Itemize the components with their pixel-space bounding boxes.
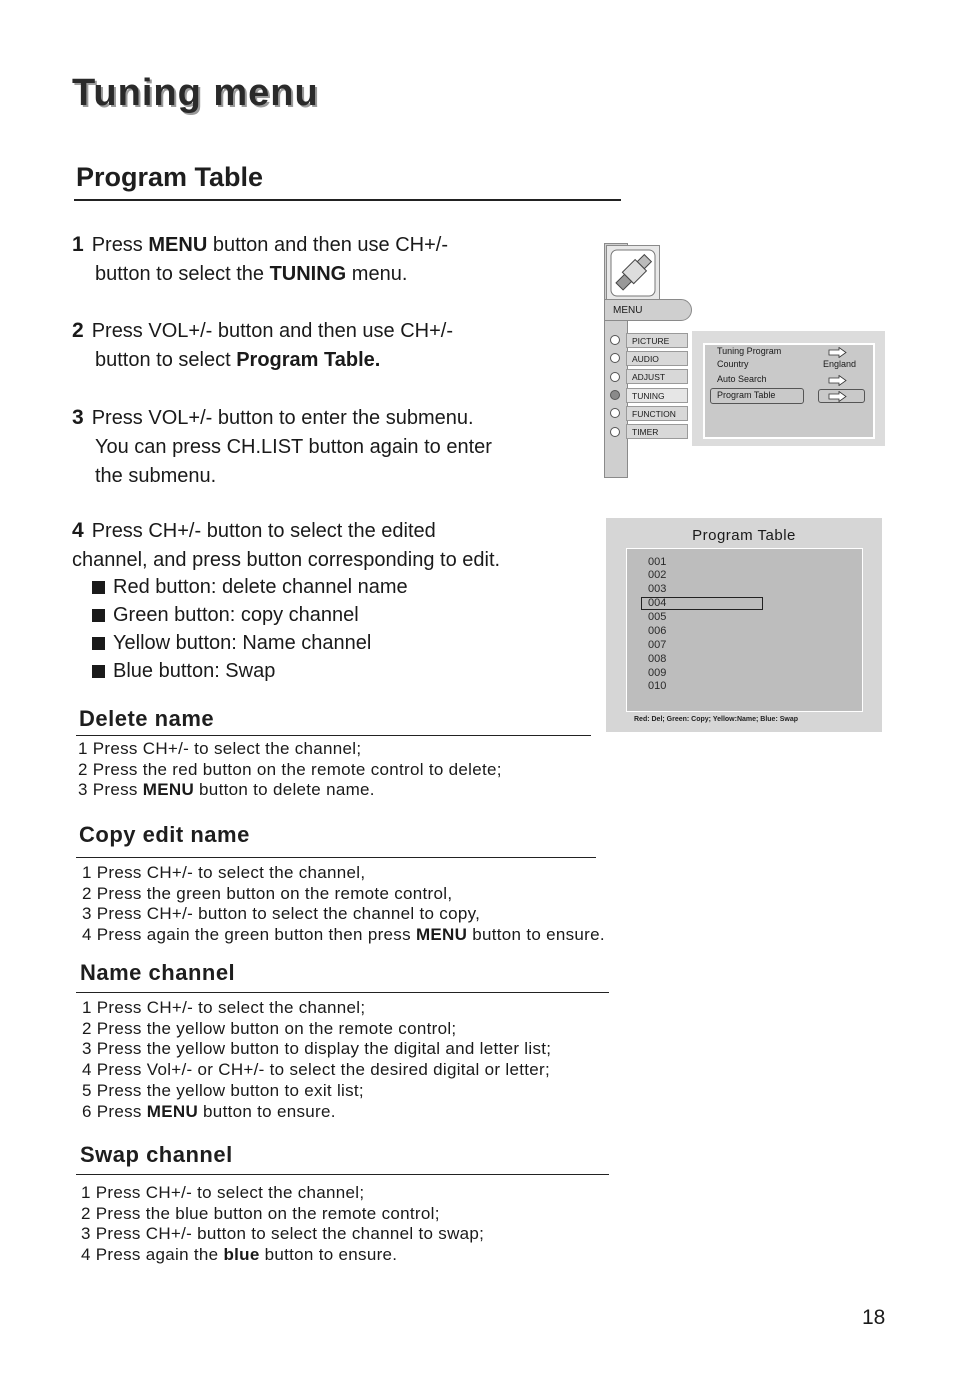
submenu-country-value: England	[823, 359, 857, 369]
name-channel-steps: 1 Press CH+/- to select the channel; 2 Press the yellow button on the remote control; 3 Press the yellow button to display the digital and letter list; 4 Press Vol+/- or CH+/- to select the desired digital or letter; 5 Press the yellow button to exit list; 6 Press MENU button to ensure.	[82, 998, 552, 1121]
submenu-auto-search: Auto Search	[717, 374, 767, 384]
submenu-tuning-program: Tuning Program	[717, 346, 782, 356]
radio-icon	[610, 372, 620, 382]
step-number: 1	[72, 233, 84, 256]
osd-item-adjust: ADJUST	[626, 369, 688, 384]
radio-icon	[610, 427, 620, 437]
table-row: 008	[648, 653, 667, 665]
square-bullet-icon	[92, 609, 105, 622]
osd-item-audio: AUDIO	[626, 351, 688, 366]
table-row: 007	[648, 639, 667, 651]
swap-channel-title: Swap channel	[80, 1142, 233, 1167]
delete-name-title: Delete name	[79, 706, 215, 731]
osd-icon-box	[606, 245, 660, 301]
submenu-country: Country	[717, 359, 749, 369]
osd-item-tuning: TUNING	[626, 388, 688, 403]
program-table-title: Program Table	[692, 527, 796, 544]
square-bullet-icon	[92, 665, 105, 678]
table-row: 002	[648, 569, 667, 581]
table-row: 010	[648, 680, 667, 692]
copy-edit-steps: 1 Press CH+/- to select the channel, 2 Press the green button on the remote control, 3 Press CH+/- button to select the channel to copy, 4 Press again the green button then press MENU button to ensure.	[82, 863, 605, 945]
submenu-program-table: Program Table	[717, 390, 776, 400]
section-divider	[74, 199, 621, 201]
name-channel-title: Name channel	[80, 960, 236, 985]
square-bullet-icon	[92, 581, 105, 594]
delete-name-divider	[76, 735, 591, 736]
copy-edit-divider	[76, 857, 596, 858]
arrow-right-icon	[828, 375, 848, 386]
name-channel-divider	[76, 992, 609, 993]
arrow-right-icon	[828, 391, 848, 402]
copy-edit-title: Copy edit name	[79, 822, 250, 847]
page-number: 18	[862, 1306, 886, 1329]
program-table-footer: Red: Del; Green: Copy; Yellow:Name; Blue: Swap	[634, 716, 799, 723]
table-row: 005	[648, 611, 667, 623]
arrow-right-icon	[828, 347, 848, 358]
list-item: Blue button: Swap	[72, 657, 408, 685]
table-row: 004	[648, 597, 667, 609]
table-row: 009	[648, 667, 667, 679]
swap-channel-divider	[76, 1174, 609, 1175]
step-3: 3 Press VOL+/- button to enter the submenu. You can press CH.LIST button again to enter the submenu.	[72, 406, 492, 487]
list-item: Red button: delete channel name	[72, 573, 408, 601]
step-number: 4	[72, 519, 84, 542]
osd-item-picture: PICTURE	[626, 333, 688, 348]
list-item: Green button: copy channel	[72, 601, 408, 629]
table-row: 003	[648, 583, 667, 595]
square-bullet-icon	[92, 637, 105, 650]
button-legend	[72, 573, 408, 685]
radio-selected-icon	[610, 390, 620, 400]
step-number: 2	[72, 319, 84, 342]
step-4: 4 Press CH+/- button to select the edited channel, and press button corresponding to edit.	[72, 519, 501, 571]
list-item: Yellow button: Name channel	[72, 629, 408, 657]
step-1: 1 Press MENU button and then use CH+/- button to select the TUNING menu.	[72, 233, 448, 285]
table-row: 006	[648, 625, 667, 637]
section-title: Program Table	[76, 162, 264, 192]
table-row: 001	[648, 556, 667, 568]
osd-menu-tab: MENU	[604, 299, 692, 321]
osd-item-timer: TIMER	[626, 424, 688, 439]
step-2: 2 Press VOL+/- button and then use CH+/- button to select Program Table.	[72, 319, 453, 371]
radio-icon	[610, 335, 620, 345]
tuning-plug-icon	[607, 246, 659, 300]
page-title: Tuning menu	[72, 72, 319, 114]
step-number: 3	[72, 406, 84, 429]
delete-name-steps: 1 Press CH+/- to select the channel; 2 Press the red button on the remote control to delete; 3 Press MENU button to delete name.	[78, 739, 502, 800]
radio-icon	[610, 353, 620, 363]
osd-item-function: FUNCTION	[626, 406, 688, 421]
swap-channel-steps: 1 Press CH+/- to select the channel; 2 Press the blue button on the remote control; 3 Press CH+/- button to select the channel to swap; 4 Press again the blue button to ensure.	[81, 1183, 485, 1265]
radio-icon	[610, 408, 620, 418]
